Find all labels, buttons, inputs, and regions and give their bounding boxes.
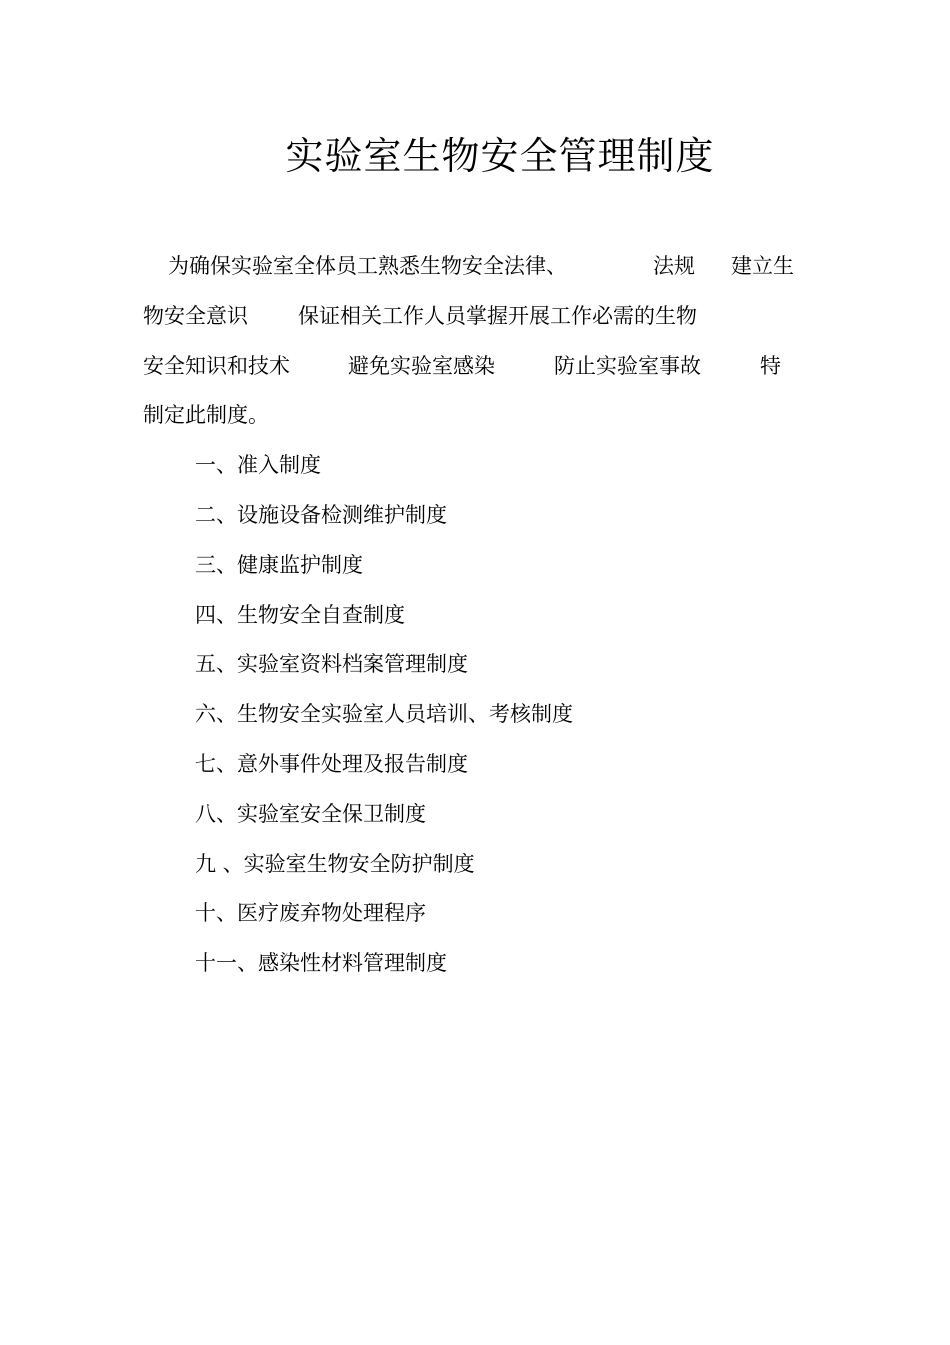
intro-line-1 xyxy=(0,250,950,282)
list-item: 九 、实验室生物安全防护制度 xyxy=(195,852,475,876)
intro-segment: 防止实验室事故 xyxy=(554,354,701,378)
list-item: 二、设施设备检测维护制度 xyxy=(195,503,447,527)
intro-line-2 xyxy=(0,300,950,332)
intro-segment: 特 xyxy=(760,354,781,378)
intro-segment: 保证相关工作人员掌握开展工作必需的生物 xyxy=(298,304,697,328)
intro-segment: 物安全意识 xyxy=(143,304,248,328)
intro-segment: 安全知识和技术 xyxy=(143,354,290,378)
list-item: 三、健康监护制度 xyxy=(195,553,363,577)
list-item: 十一、感染性材料管理制度 xyxy=(195,951,447,975)
list-item: 四、生物安全自查制度 xyxy=(195,603,405,627)
intro-segment: 避免实验室感染 xyxy=(348,354,495,378)
document-title: 实验室生物安全管理制度 xyxy=(285,134,715,178)
list-item: 一、准入制度 xyxy=(195,453,321,477)
list-item: 八、实验室安全保卫制度 xyxy=(195,802,426,826)
list-item: 五、实验室资料档案管理制度 xyxy=(195,652,468,676)
intro-segment: 建立生 xyxy=(731,254,794,278)
intro-segment: 法规 xyxy=(653,254,695,278)
list-item: 十、医疗废弃物处理程序 xyxy=(195,901,426,925)
intro-line-3 xyxy=(0,350,950,382)
intro-segment: 制定此制度。 xyxy=(143,403,269,427)
intro-line-4 xyxy=(0,399,950,431)
intro-segment: 为确保实验室全体员工熟悉生物安全法律、 xyxy=(168,254,567,278)
list-item: 六、生物安全实验室人员培训、考核制度 xyxy=(195,702,573,726)
list-item: 七、意外事件处理及报告制度 xyxy=(195,752,468,776)
